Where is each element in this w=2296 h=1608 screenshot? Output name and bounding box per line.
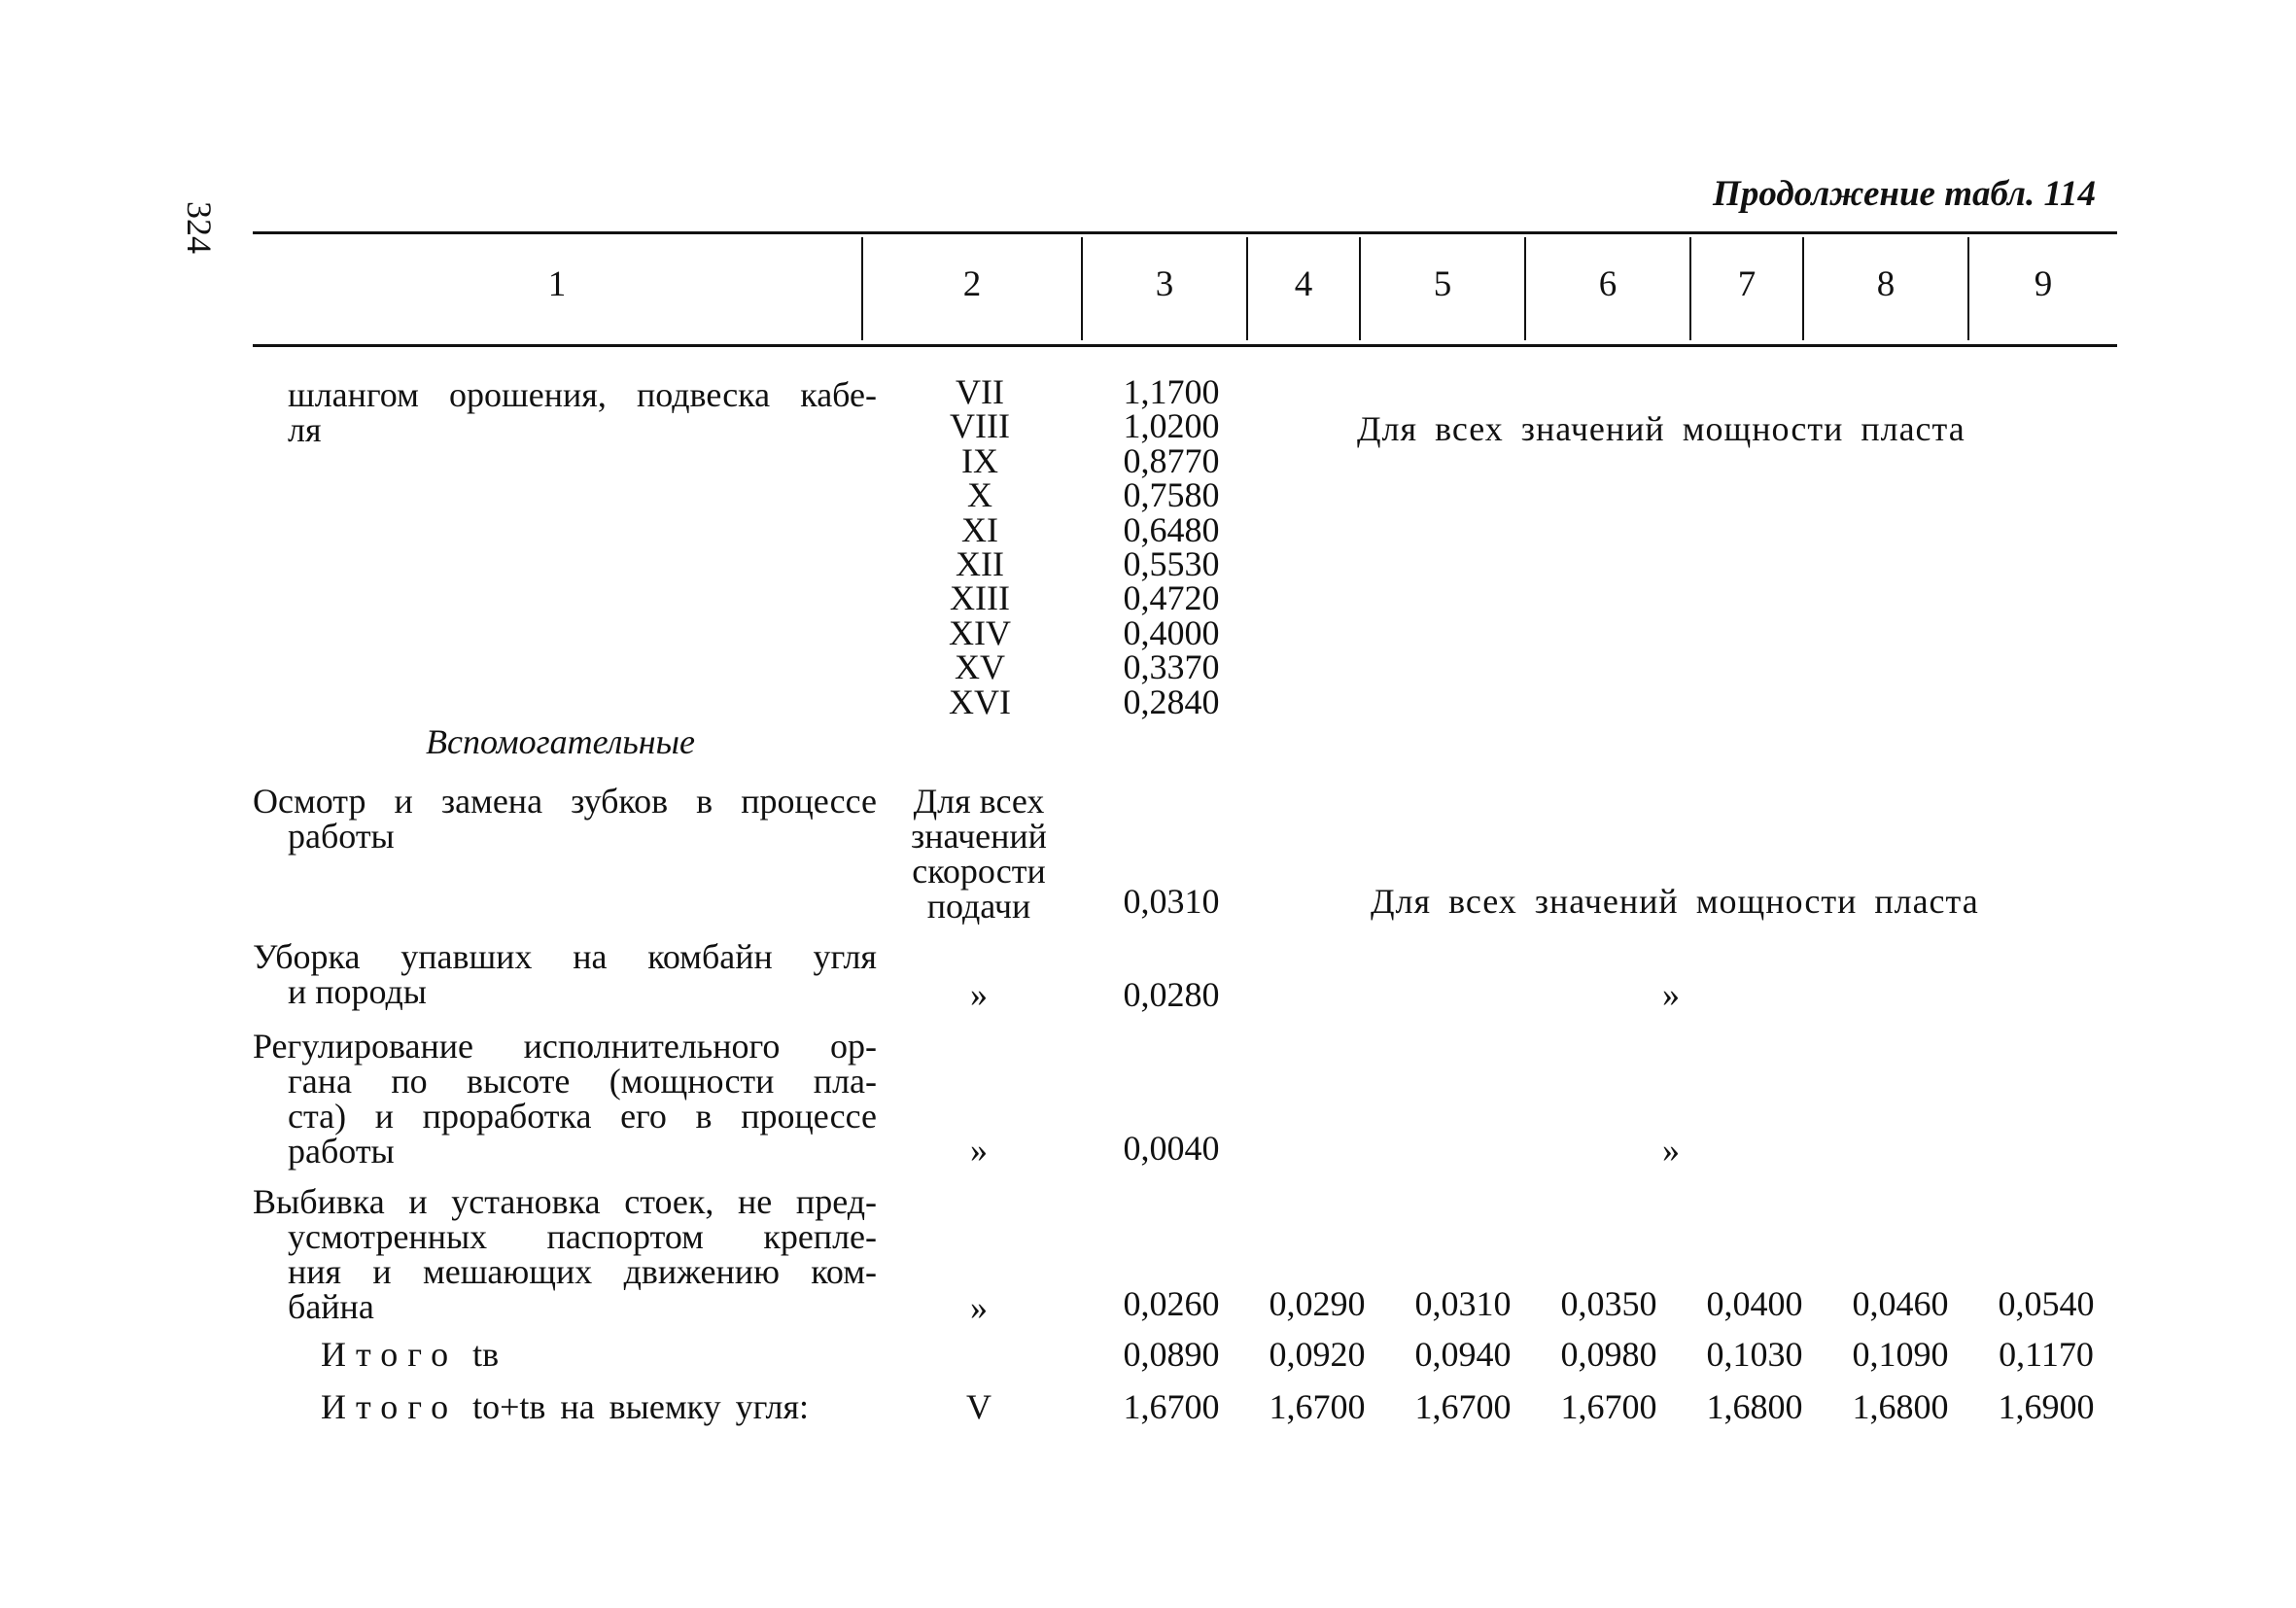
value-item: 1,0200 — [1123, 406, 1220, 446]
props-value-col9: 0,0540 — [1998, 1284, 2095, 1323]
inspection-value: 0,0310 — [1123, 882, 1220, 921]
props-value-col3: 0,0260 — [1123, 1284, 1220, 1323]
total-to-tv-col7: 1,6800 — [1706, 1387, 1803, 1426]
props-value-col6: 0,0350 — [1560, 1284, 1657, 1323]
adjust-value: 0,0040 — [1123, 1129, 1220, 1168]
value-item: 1,1700 — [1123, 372, 1220, 411]
description-line: Выбивка и установка стоек, не пред- — [253, 1182, 877, 1221]
subsection-title: Вспомогательные — [426, 722, 695, 761]
row-inspection-description — [253, 784, 877, 854]
class-item: VII — [956, 372, 1004, 411]
total-symbol: tв — [472, 1335, 500, 1374]
row-cleanup-description — [253, 939, 877, 1009]
description-line: и породы — [288, 972, 427, 1011]
total-tv-col3: 0,0890 — [1123, 1335, 1220, 1374]
header-col-1: 1 — [547, 264, 567, 304]
props-value-col8: 0,0460 — [1852, 1284, 1949, 1323]
header-col-6: 6 — [1598, 264, 1618, 304]
description-line: байна — [288, 1287, 374, 1326]
class-item: XI — [961, 509, 998, 549]
total-to-tv-col5: 1,6700 — [1414, 1387, 1512, 1426]
value-item: 0,2840 — [1123, 682, 1220, 721]
row-adjust-description — [253, 1029, 877, 1169]
speed-note-line: скорости — [912, 852, 1046, 891]
props-value-col4: 0,0290 — [1269, 1284, 1366, 1323]
total-tv-col4: 0,0920 — [1269, 1335, 1366, 1374]
class-item: XII — [956, 543, 1004, 583]
props-value-col7: 0,0400 — [1706, 1284, 1803, 1323]
description-line: работы — [288, 817, 395, 856]
table-caption: Продолжение табл. 114 — [1713, 174, 2096, 214]
props-col2: » — [970, 1288, 988, 1327]
props-value-col5: 0,0310 — [1414, 1284, 1512, 1323]
speed-note-line: значений — [911, 817, 1047, 856]
adjust-span-note: » — [1662, 1131, 1680, 1170]
total-tv-col8: 0,1090 — [1852, 1335, 1949, 1374]
total-to-tv-col6: 1,6700 — [1560, 1387, 1657, 1426]
total-tv-col9: 0,1170 — [1999, 1335, 2094, 1374]
description-line: усмотренных паспортом крепле- — [288, 1217, 877, 1256]
total-to-tv-col2: V — [966, 1387, 991, 1426]
header-col-7: 7 — [1737, 264, 1757, 304]
description-line: Осмотр и замена зубков в процессе — [253, 782, 877, 821]
total-rest: tо+tв на выемку угля: — [472, 1387, 810, 1426]
header-col-4: 4 — [1294, 264, 1313, 304]
value-item: 0,5530 — [1123, 543, 1220, 583]
speed-note — [892, 784, 1065, 924]
total-to-tv-label — [321, 1386, 809, 1427]
speed-note-line: подачи — [926, 887, 1031, 926]
value-item: 0,3370 — [1123, 647, 1220, 687]
inspection-span-note: Для всех значений мощности пласта — [1371, 882, 1979, 921]
description-line: ля — [288, 410, 322, 449]
class-item: XIV — [949, 612, 1011, 652]
total-tv-col6: 0,0980 — [1560, 1335, 1657, 1374]
value-item: 0,6480 — [1123, 509, 1220, 549]
header-col-8: 8 — [1876, 264, 1896, 304]
class-item: IX — [961, 440, 998, 480]
description-line: ния и мешающих движению ком- — [288, 1252, 877, 1291]
class-item: XV — [955, 647, 1005, 687]
description-line: ста) и проработка его в процессе — [288, 1097, 877, 1136]
cleanup-value: 0,0280 — [1123, 975, 1220, 1014]
span-note-all-thickness: Для всех значений мощности пласта — [1357, 409, 1966, 448]
value-list — [1108, 372, 1235, 721]
header-col-9: 9 — [2034, 264, 2053, 304]
class-item: X — [967, 475, 992, 515]
total-to-tv-col8: 1,6800 — [1852, 1387, 1949, 1426]
cleanup-span-note: » — [1662, 975, 1680, 1014]
value-item: 0,8770 — [1123, 440, 1220, 480]
total-tv-label — [321, 1334, 499, 1375]
row-hose-description — [253, 377, 877, 447]
page-number: 324 — [180, 201, 219, 254]
header-bottom-rule — [253, 344, 2117, 347]
header-top-rule — [253, 231, 2117, 234]
adjust-col2: » — [970, 1131, 988, 1170]
class-item: XVI — [949, 682, 1011, 721]
class-list — [914, 372, 1046, 721]
cleanup-col2: » — [970, 975, 988, 1014]
class-item: XIII — [950, 578, 1010, 618]
description-line: Уборка упавших на комбайн угля — [253, 937, 877, 976]
total-tv-col5: 0,0940 — [1414, 1335, 1512, 1374]
value-item: 0,4000 — [1123, 612, 1220, 652]
description-line: работы — [288, 1132, 395, 1171]
value-item: 0,4720 — [1123, 578, 1220, 618]
row-props-description — [253, 1184, 877, 1324]
total-to-tv-col3: 1,6700 — [1123, 1387, 1220, 1426]
total-tv-col7: 0,1030 — [1706, 1335, 1803, 1374]
header-col-3: 3 — [1155, 264, 1174, 304]
total-to-tv-col9: 1,6900 — [1998, 1387, 2095, 1426]
speed-note-line: Для всех — [913, 782, 1045, 821]
total-to-tv-col4: 1,6700 — [1269, 1387, 1366, 1426]
description-line: шлангом орошения, подвеска кабе- — [288, 375, 877, 414]
total-word: Итого — [321, 1387, 459, 1426]
class-item: VIII — [950, 406, 1010, 446]
value-item: 0,7580 — [1123, 475, 1220, 515]
header-col-2: 2 — [962, 264, 982, 304]
description-line: гана по высоте (мощности пла- — [288, 1062, 877, 1101]
header-col-5: 5 — [1433, 264, 1452, 304]
description-line: Регулирование исполнительного ор- — [253, 1027, 877, 1066]
total-word: Итого — [321, 1335, 459, 1374]
